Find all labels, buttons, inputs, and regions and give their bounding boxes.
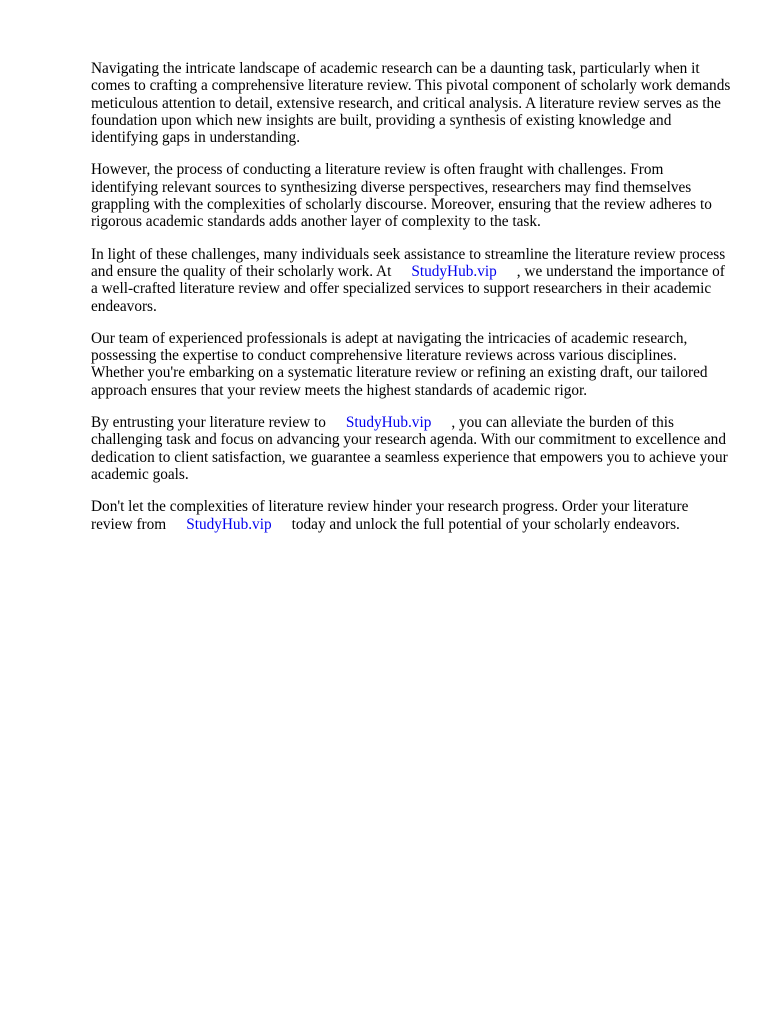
- studyhub-link[interactable]: StudyHub.vip: [345, 414, 432, 432]
- paragraph-text: By entrusting your literature review to: [91, 414, 326, 432]
- paragraph-team: Our team of experienced professionals is adept at navigating the intricacies of academic research, possessing the expertise to conduct comprehensive literature reviews across various disciplines. Whether you're embarking on a systematic literature review or refining an existing draft, our tailored approach ensures that your review meets the highest standards of academic rigor.: [91, 329, 708, 399]
- paragraph-assistance: [91, 246, 731, 315]
- paragraph-text: Don't let the complexities of literature review hinder your research progress. Order your literature review from: [91, 498, 689, 533]
- paragraph-text: In light of these challenges, many individuals seek assistance to streamline the literature review process and ensure the quality of their scholarly work. At: [91, 245, 726, 280]
- studyhub-link[interactable]: StudyHub.vip: [186, 515, 272, 533]
- paragraph-text: , you can alleviate the burden of this challenging task and focus on advancing your research agenda. With our commitment to excellence and dedication to client satisfaction, we guarantee a seamless experience that empowers you to achieve your academic goals.: [91, 414, 728, 483]
- paragraph-challenges: However, the process of conducting a literature review is often fraught with challenges. From identifying relevant sources to synthesizing diverse perspectives, researchers may find themselves grappling with the complexities of scholarly discourse. Moreover, ensuring that the review adheres to rigorous academic standards adds another layer of complexity to the task.: [91, 161, 712, 231]
- document-body: [91, 60, 731, 548]
- paragraph-text: today and unlock the full potential of your scholarly endeavors.: [291, 515, 680, 533]
- studyhub-link[interactable]: StudyHub.vip: [411, 262, 497, 280]
- paragraph-call-to-action: [91, 498, 731, 533]
- paragraph-entrusting: [91, 414, 731, 483]
- paragraph-text: , we understand the importance of a well-crafted literature review and offer specialized services to support researchers in their academic endeavors.: [91, 262, 725, 315]
- paragraph-intro: Navigating the intricate landscape of academic research can be a daunting task, particularly when it comes to crafting a comprehensive literature review. This pivotal component of scholarly work demands meticulous attention to detail, extensive research, and critical analysis. A literature review serves as the foundation upon which new insights are built, providing a synthesis of existing knowledge and identifying gaps in understanding.: [91, 60, 731, 147]
